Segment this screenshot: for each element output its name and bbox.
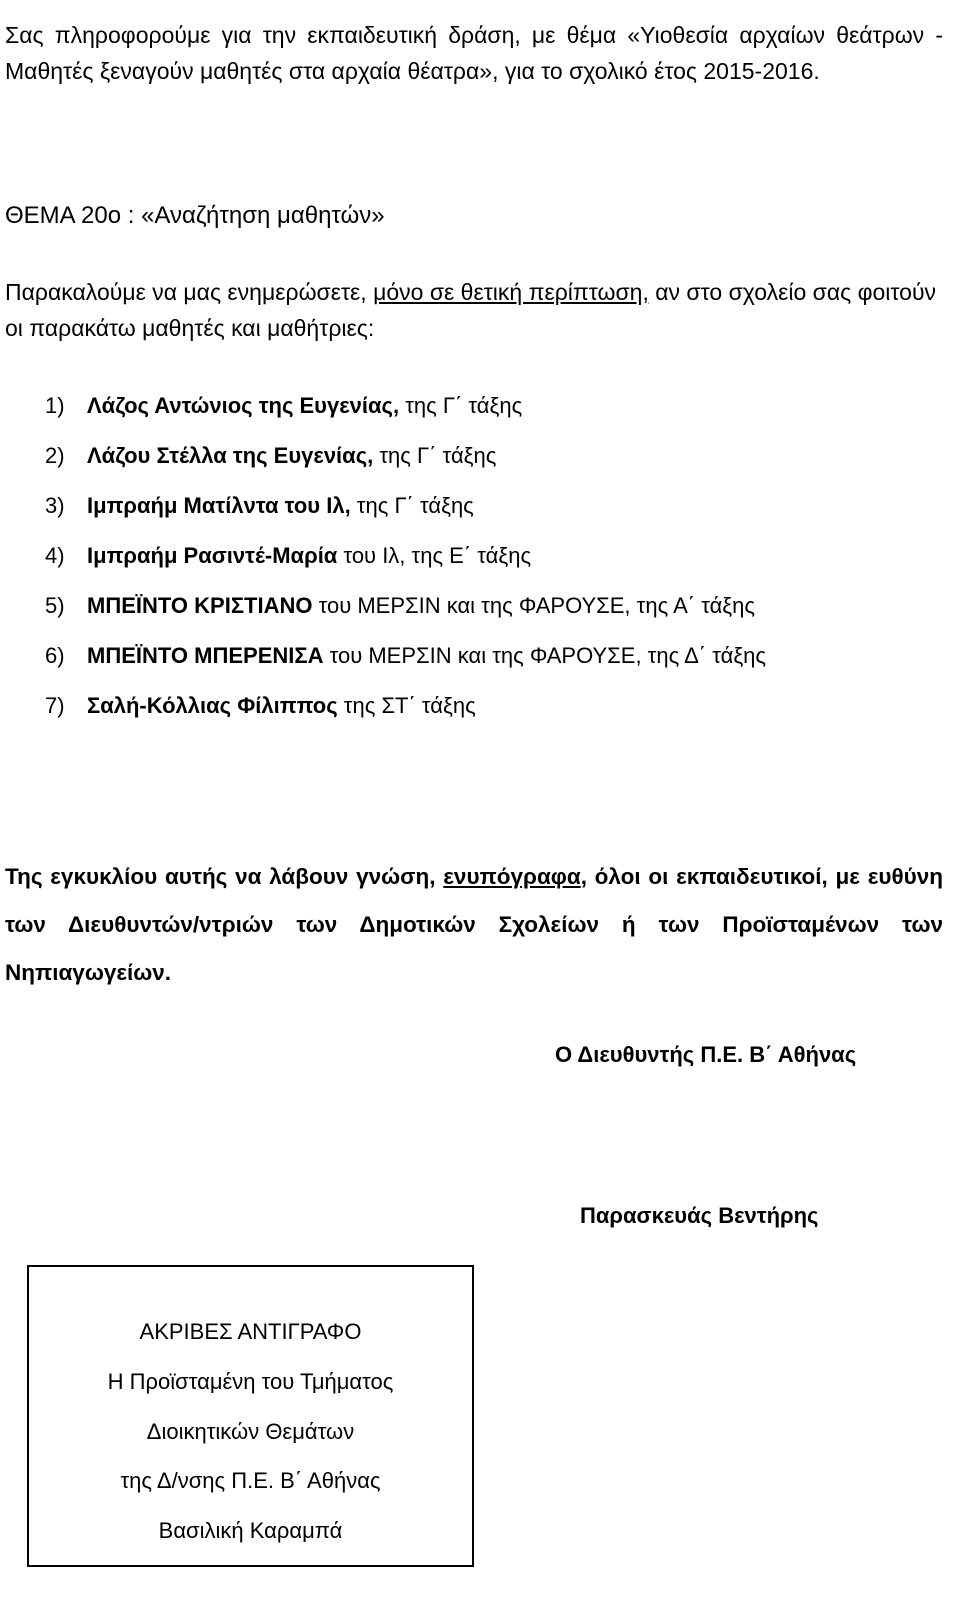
list-item bbox=[45, 438, 766, 488]
request-text-underlined: μόνο σε θετική περίπτωση, bbox=[373, 279, 649, 305]
list-item-number: 4) bbox=[45, 543, 65, 568]
student-name: ΜΠΕΪΝΤΟ ΜΠΕΡΕΝΙΣΑ bbox=[87, 643, 324, 668]
certified-copy-box bbox=[27, 1265, 474, 1567]
circular-text-after: , όλοι οι εκπαιδευτικοί, με ευθύνη των Διευθυντών/ντριών των Δημοτικών Σχολείων ή των Προϊσταμένων των Νηπιαγωγείων. bbox=[5, 864, 943, 985]
student-name: ΜΠΕΪΝΤΟ ΚΡΙΣΤΙΑΝΟ bbox=[87, 593, 313, 618]
student-name: Λάζος Αντώνιος της Ευγενίας, bbox=[87, 393, 400, 418]
subject-line: ΘΕΜΑ 20ο : «Αναζήτηση μαθητών» bbox=[5, 202, 385, 229]
signature-title: Ο Διευθυντής Π.Ε. Β΄ Αθήνας bbox=[555, 1042, 857, 1067]
student-details: του Ιλ, της Ε΄ τάξης bbox=[337, 543, 532, 568]
copy-box-line-3: της Δ/νσης Π.Ε. Β΄ Αθήνας bbox=[120, 1468, 381, 1493]
list-item-number: 1) bbox=[45, 393, 65, 418]
circular-text-underlined: ενυπόγραφα bbox=[443, 864, 581, 889]
student-name: Ιμπραήμ Ρασιντέ-Μαρία bbox=[87, 543, 338, 568]
list-item bbox=[45, 488, 766, 538]
copy-box-line-4: Βασιλική Καραμπά bbox=[158, 1518, 343, 1543]
list-item bbox=[45, 638, 766, 688]
student-name: Ιμπραήμ Ματίλντα του Ιλ, bbox=[87, 493, 351, 518]
signature-name: Παρασκευάς Βεντήρης bbox=[580, 1203, 819, 1228]
intro-paragraph: Σας πληροφορούμε για την εκπαιδευτική δράση, με θέμα «Υιοθεσία αρχαίων θεάτρων - Μαθητές ξεναγούν μαθητές στα αρχαία θέατρα», για το σχολικό έτος 2015-2016. bbox=[5, 22, 943, 84]
list-item bbox=[45, 538, 766, 588]
student-details: του ΜΕΡΣΙΝ και της ΦΑΡΟΥΣΕ, της Α΄ τάξης bbox=[312, 593, 755, 618]
list-item-number: 3) bbox=[45, 493, 65, 518]
circular-paragraph bbox=[5, 853, 943, 997]
circular-text-before: Της εγκυκλίου αυτής να λάβουν γνώση, bbox=[5, 864, 444, 889]
list-item bbox=[45, 388, 766, 438]
student-details: της Γ΄ τάξης bbox=[399, 393, 523, 418]
copy-box-heading: ΑΚΡΙΒΕΣ ΑΝΤΙΓΡΑΦΟ bbox=[139, 1319, 362, 1344]
student-details: της Γ΄ τάξης bbox=[373, 443, 497, 468]
list-item-number: 2) bbox=[45, 443, 65, 468]
student-name: Λάζου Στέλλα της Ευγενίας, bbox=[87, 443, 374, 468]
student-details: της ΣΤ΄ τάξης bbox=[337, 693, 476, 718]
request-text-before: Παρακαλούμε να μας ενημερώσετε, bbox=[5, 279, 374, 305]
copy-box-line-2: Διοικητικών Θεμάτων bbox=[146, 1419, 355, 1444]
student-list bbox=[45, 388, 766, 738]
list-item-number: 7) bbox=[45, 693, 65, 718]
copy-box-line-1: Η Προϊσταμένη του Τμήματος bbox=[107, 1369, 394, 1394]
student-details: της Γ΄ τάξης bbox=[350, 493, 474, 518]
list-item bbox=[45, 688, 766, 738]
student-details: του ΜΕΡΣΙΝ και της ΦΑΡΟΥΣΕ, της Δ΄ τάξης bbox=[323, 643, 767, 668]
request-paragraph bbox=[5, 274, 945, 346]
student-name: Σαλή-Κόλλιας Φίλιππος bbox=[87, 693, 338, 718]
list-item-number: 6) bbox=[45, 643, 65, 668]
list-item-number: 5) bbox=[45, 593, 65, 618]
request-text-after: αν στο σχολείο σας φοιτούν οι παρακάτω μαθητές και μαθήτριες: bbox=[5, 279, 937, 341]
list-item bbox=[45, 588, 766, 638]
